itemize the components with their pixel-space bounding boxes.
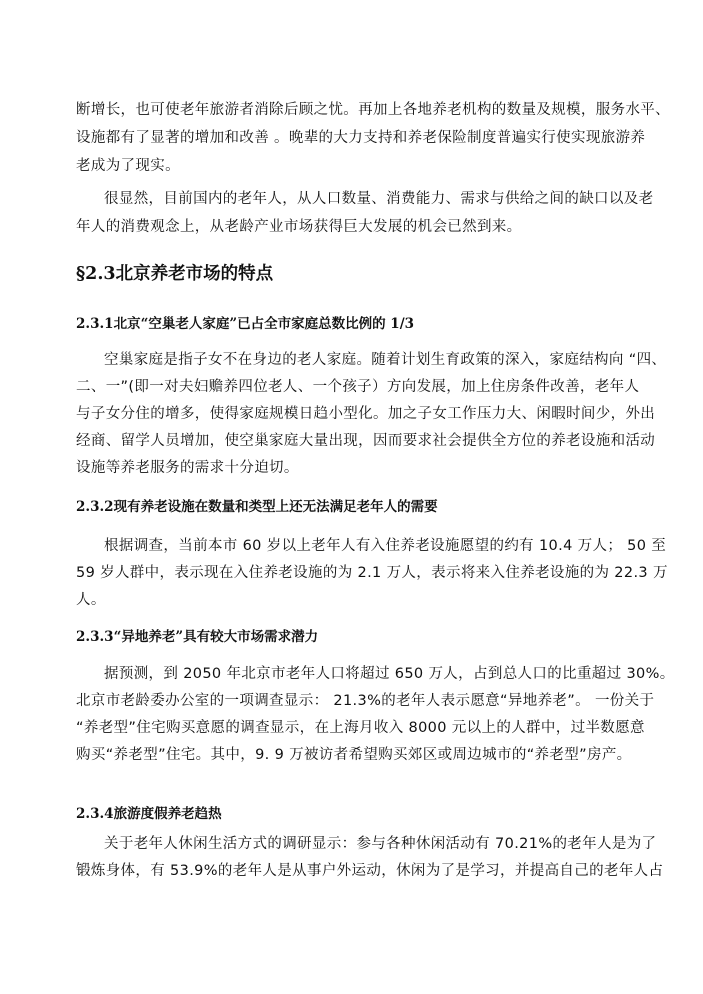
subsection-heading: 2.3.2现有养老设施在数量和类型上还无法满足老年人的需要 — [76, 499, 438, 515]
text-line: 年人的消费观念上，从老龄产业市场获得巨大发展的机会已然到来。 — [76, 219, 522, 235]
text-line: “养老型”住宅购买意愿的调查显示，在上海月收入 8000 元以上的人群中，过半数愿意 — [76, 720, 645, 736]
text-line: 北京市老龄委办公室的一项调查显示： 21.3%的老年人表示愿意“异地养老”。 一份关于 — [76, 693, 655, 709]
text-line: 空巢家庭是指子女不在身边的老人家庭。随着计划生育政策的深入，家庭结构向 “四、 — [104, 352, 667, 368]
text-line: 设施等养老服务的需求十分迫切。 — [76, 460, 299, 476]
text-line: 根据调查，当前本市 60 岁以上老年人有入住养老设施愿望的约有 10.4 万人； 50 至 — [104, 538, 667, 554]
text-line: 断增长，也可使老年旅游者消除后顾之忧。再加上各地养老机构的数量及规模，服务水平、 — [76, 102, 670, 118]
text-line: 与子女分住的增多，使得家庭规模日趋小型化。加之子女工作压力大、闲暇时间少，外出 — [76, 406, 656, 422]
text-line: 人。 — [76, 592, 106, 608]
subsection-heading: 2.3.3“异地养老”具有较大市场需求潜力 — [76, 629, 319, 645]
subsection-heading: 2.3.4旅游度假养老趋热 — [76, 806, 222, 822]
text-line: 二、一”(即一对夫妇赡养四位老人、一个孩子）方向发展，加上住房条件改善，老年人 — [76, 379, 640, 395]
section-heading: §2.3北京养老市场的特点 — [76, 264, 274, 284]
text-line: 经商、留学人员增加，使空巢家庭大量出现，因而要求社会提供全方位的养老设施和活动 — [76, 433, 656, 449]
text-line: 据预测，到 2050 年北京市老年人口将超过 650 万人，占到总人口的比重超过 30%。 — [104, 666, 675, 682]
text-line: 很显然，目前国内的老年人，从人口数量、消费能力、需求与供给之间的缺口以及老 — [104, 191, 654, 207]
subsection-heading: 2.3.1北京“空巢老人家庭”已占全市家庭总数比例的 1/3 — [76, 316, 415, 332]
text-line: 老成为了现实。 — [76, 158, 180, 174]
text-line: 59 岁人群中，表示现在入住养老设施的为 2.1 万人，表示将来入住养老设施的为 22.3 万 — [76, 565, 668, 581]
text-line: 关于老年人休闲生活方式的调研显示：参与各种休闲活动有 70.21%的老年人是为了 — [104, 836, 657, 852]
text-line: 锻炼身体，有 53.9%的老年人是从事户外运动，休闲为了是学习，并提高自己的老年人占 — [76, 863, 664, 879]
text-line: 购买“养老型”住宅。其中，9. 9 万被访者希望购买郊区或周边城市的“养老型”房产。 — [76, 747, 632, 763]
text-line: 设施都有了显著的增加和改善 。晚辈的大力支持和养老保险制度普遍实行使实现旅游养 — [76, 130, 646, 146]
